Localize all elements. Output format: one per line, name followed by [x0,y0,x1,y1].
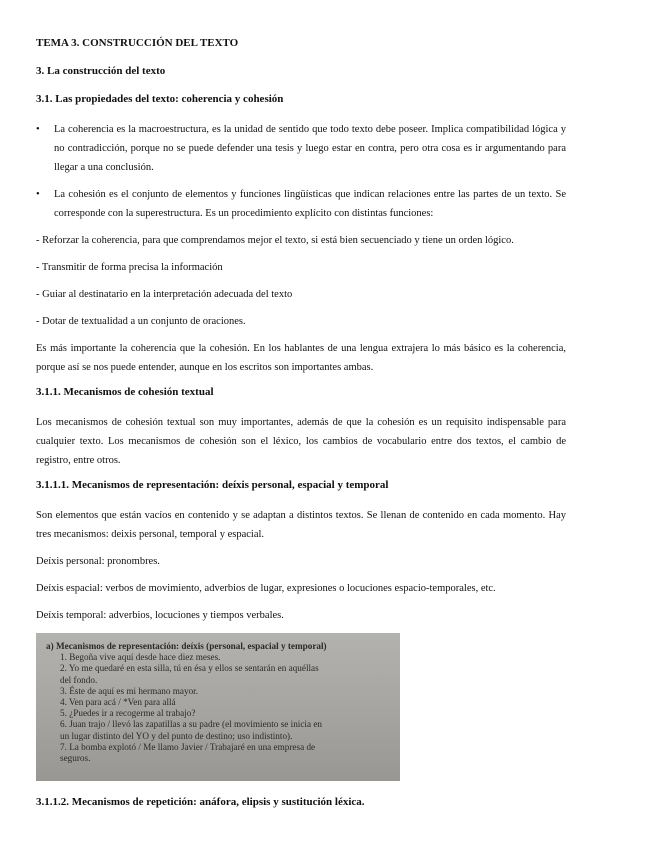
function-item: - Dotar de textualidad a un conjunto de oraciones. [36,316,246,327]
elements-paragraph: Son elementos que están vacíos en contenido y se adaptan a distintos textos. Se llenan de contenido en cada momento. Hay tres mecanismos: deixis personal, temporal y espacial. [36,510,566,540]
photo-line: del fondo. [60,674,98,685]
properties-list [36,120,566,223]
photo-line: 1. Begoña vive aquí desde hace diez meses. [60,652,221,663]
list-item-text: La cohesión es el conjunto de elementos y funciones lingüísticas que indican relaciones entre las partes de un texto. Se corresponde con la superestructura. Es un procedimiento explícito con distintas funciones: [54,189,566,219]
photo-line: 3. Éste de aquí es mi hermano mayor. [60,685,199,696]
photo-line: un lugar distinto del YO y del punto de destino; uso indistinto). [60,730,293,741]
photo-line: 7. La bomba explotó / Me llamo Javier / Trabajaré en una empresa de [60,741,316,752]
photo-line: 4. Ven para acá / *Ven para allá [60,697,176,708]
photo-line: seguros. [60,753,91,764]
function-item: - Transmitir de forma precisa la información [36,262,223,273]
function-item: - Guiar al destinatario en la interpretación adecuada del texto [36,289,293,300]
section-heading-3: 3. La construcción del texto [36,65,166,77]
textbook-photo [36,633,400,781]
section-heading-3-1: 3.1. Las propiedades del texto: coherencia y cohesión [36,93,284,105]
personal-deixis: Deíxis personal: pronombres. [36,556,160,567]
photo-line: a) Mecanismos de representación: deíxis (personal, espacial y temporal) [46,641,327,651]
spatial-deixis: Deíxis espacial: verbos de movimiento, adverbios de lugar, expresiones o locuciones espacio-temporales, etc. [36,583,496,594]
photo-line: 6. Juan trajo / llevó las zapatillas a su padre (el movimiento se inicia en [60,719,323,730]
photo-line: 5. ¿Puedes ir a recogerme al trabajo? [60,708,196,719]
temporal-deixis: Deíxis temporal: adverbios, locuciones y tiempos verbales. [36,610,284,621]
section-heading-3-1-1-2: 3.1.1.2. Mecanismos de repetición: anáfora, elipsis y sustitución léxica. [36,796,365,808]
function-item: - Reforzar la coherencia, para que comprendamos mejor el texto, si está bien secuenciado y tiene un orden lógico. [36,235,514,246]
functions-list [36,231,566,331]
section-heading-3-1-1-1: 3.1.1.1. Mecanismos de representación: deíxis personal, espacial y temporal [36,479,389,491]
bullet-icon: • [36,124,40,135]
document-page [36,36,566,823]
section-heading-3-1-1: 3.1.1. Mecanismos de cohesión textual [36,386,214,398]
bullet-icon: • [36,189,40,200]
document-title: TEMA 3. CONSTRUCCIÓN DEL TEXTO [36,37,239,49]
photo-line: 2. Yo me quedaré en esta silla, tú en ésa y ellos se sentarán en aquéllas [60,663,319,674]
mechanisms-paragraph: Los mecanismos de cohesión textual son muy importantes, además de que la cohesión es un requisito indispensable para cualquier texto. Los mecanismos de cohesión son el léxico, los cambios de vocabulario entre dos textos, el cambio de registro, entre otros. [36,417,566,466]
list-item [36,185,566,223]
list-item [36,120,566,177]
importance-paragraph: Es más importante la coherencia que la cohesión. En los hablantes de una lengua extrajera lo más básico es la coherencia, porque así se nos puede entender, aunque en los escritos son importantes ambas. [36,343,566,373]
list-item-text: La coherencia es la macroestructura, es la unidad de sentido que todo texto debe poseer. Implica compatibilidad lógica y no contradicción, porque no se puede defender una tesis y luego estar en contra, pero otra cosa es ir argumentando para llegar a una conclusión. [54,124,566,173]
